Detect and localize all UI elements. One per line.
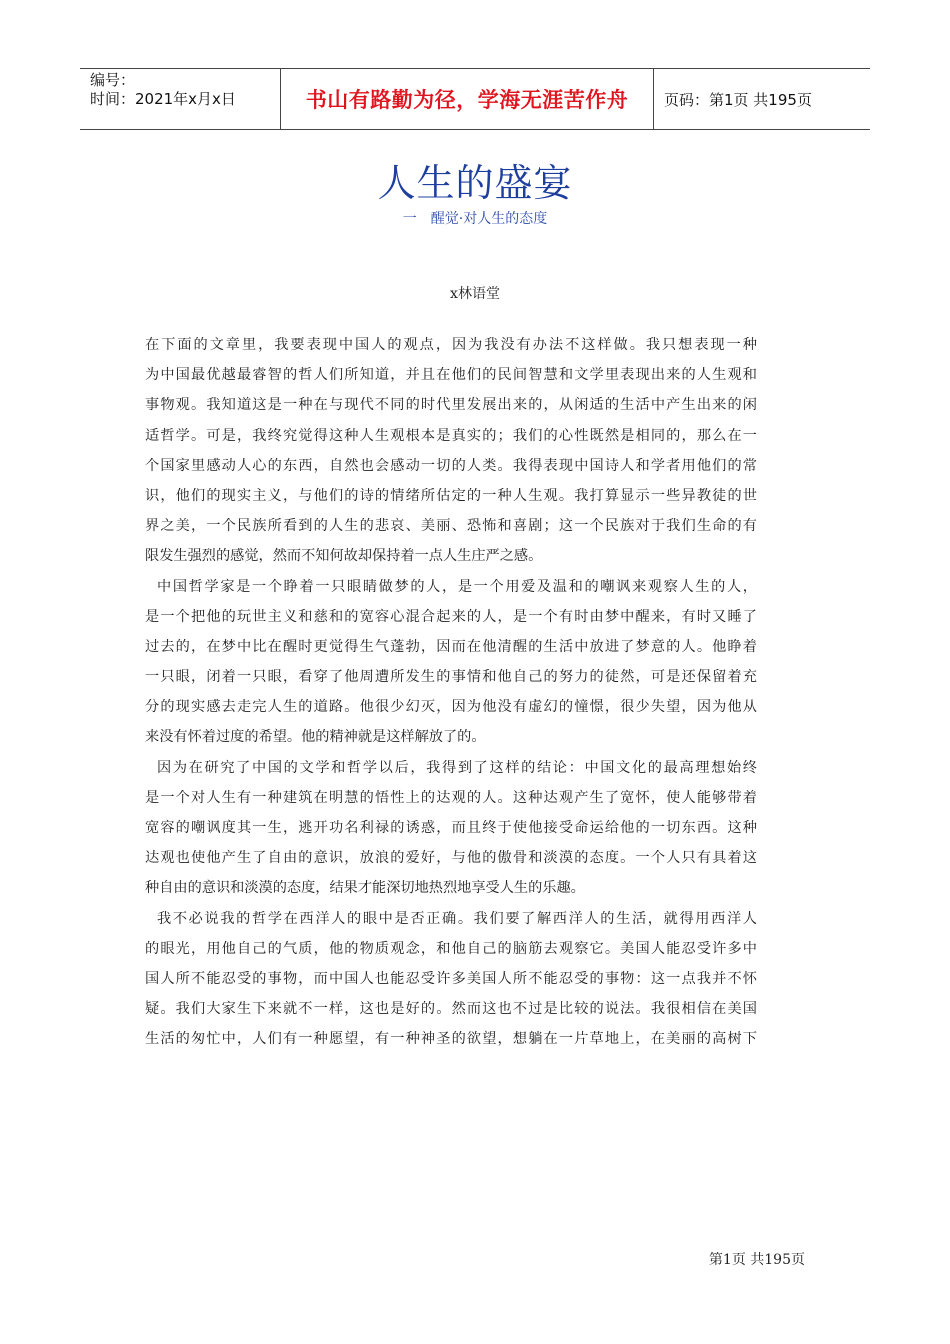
text-line: 是一个把他的玩世主义和慈和的宽容心混合起来的人，是一个有时由梦中醒来，有时又睡了: [145, 608, 757, 625]
page-footer: 第1页 共195页: [708, 1252, 805, 1268]
text-line: 来没有怀着过度的希望。他的精神就是这样解放了的。: [145, 729, 486, 746]
paragraph: [145, 330, 757, 572]
text-line: 宽容的嘲讽度其一生，逃开功名利禄的诱惑，而且终于使他接受命运给他的一切东西。这种: [145, 820, 757, 836]
document-subtitle: 一 醒觉·对人生的态度: [402, 211, 548, 227]
text-line: 我不必说我的哲学在西洋人的眼中是否正确。我们要了解西洋人的生活，就得用西洋人: [157, 910, 757, 927]
text-line: 国人所不能忍受的事物，而中国人也能忍受许多美国人所不能忍受的事物：这一点我并不怀: [145, 970, 757, 987]
paragraph: [145, 753, 757, 904]
text-line: 过去的，在梦中比在醒时更觉得生气蓬勃，因而在他清醒的生活中放进了梦意的人。他睁着: [145, 638, 757, 655]
text-line: 生活的匆忙中，人们有一种愿望，有一种神圣的欲望，想躺在一片草地上，在美丽的高树下: [145, 1031, 757, 1048]
header-motto: 书山有路勤为径，学海无涯苦作舟: [281, 69, 654, 129]
text-line: 在下面的文章里，我要表现中国人的观点，因为我没有办法不这样做。我只想表现一种: [145, 337, 757, 353]
text-line: 分的现实感去走完人生的道路。他很少幻灭，因为他没有虚幻的憧憬，很少失望，因为他从: [145, 699, 757, 716]
paragraph: [145, 904, 757, 1055]
body-text: [145, 330, 757, 1055]
text-line: 疑。我们大家生下来就不一样，这也是好的。然而这也不过是比较的说法。我很相信在美国: [145, 1001, 757, 1018]
text-line: 事物观。我知道这是一种在与现代不同的时代里发展出来的，从闲适的生活中产生出来的闲: [145, 397, 757, 414]
text-line: 种自由的意识和淡漠的态度，结果才能深切地热烈地享受人生的乐趣。: [145, 880, 585, 897]
header-page-number: 页码：第1页 共195页: [664, 90, 812, 109]
text-line: 是一个对人生有一种建筑在明慧的悟性上的达观的人。这种达观产生了宽怀，使人能够带着: [145, 789, 757, 806]
time-label: 时间：2021年x月x日: [90, 90, 236, 108]
text-line: 达观也使他产生了自由的意识，放浪的爱好，与他的傲骨和淡漠的态度。一个人只有具着这: [145, 850, 757, 867]
document-title: 人生的盛宴: [377, 161, 573, 205]
header-info: [80, 69, 281, 129]
text-line: 因为在研究了中国的文学和哲学以后，我得到了这样的结论：中国文化的最高理想始终: [157, 759, 757, 776]
text-line: 一只眼，闭着一只眼，看穿了他周遭所发生的事情和他自己的努力的徒然，可是还保留着充: [145, 669, 757, 686]
text-line: 适哲学。可是，我终究觉得这种人生观根本是真实的；我们的心性既然是相同的，那么在一: [145, 427, 757, 444]
text-line: 界之美，一个民族所看到的人生的悲哀、美丽、恐怖和喜剧；这一个民族对于我们生命的有: [145, 518, 757, 535]
text-line: 中国哲学家是一个睁着一只眼睛做梦的人，是一个用爱及温和的嘲讽来观察人生的人，: [157, 578, 757, 595]
text-line: 识，他们的现实主义，与他们的诗的情绪所估定的一种人生观。我打算显示一些异教徒的世: [145, 487, 757, 504]
text-line: 个国家里感动人心的东西，自然也会感动一切的人类。我得表现中国诗人和学者用他们的常: [145, 457, 757, 474]
text-line: 为中国最优越最睿智的哲人们所知道，并且在他们的民间智慧和文学里表现出来的人生观和: [145, 367, 757, 384]
text-line: 的眼光，用他自己的气质，他的物质观念，和他自己的脑筋去观察它。美国人能忍受许多中: [145, 940, 757, 957]
number-label: 编号：: [90, 71, 136, 89]
text-line: 限发生强烈的感觉，然而不知何故却保持着一点人生庄严之感。: [145, 548, 543, 565]
paragraph: [145, 572, 757, 753]
author: x林语堂: [450, 286, 500, 302]
header-table: [80, 68, 870, 130]
